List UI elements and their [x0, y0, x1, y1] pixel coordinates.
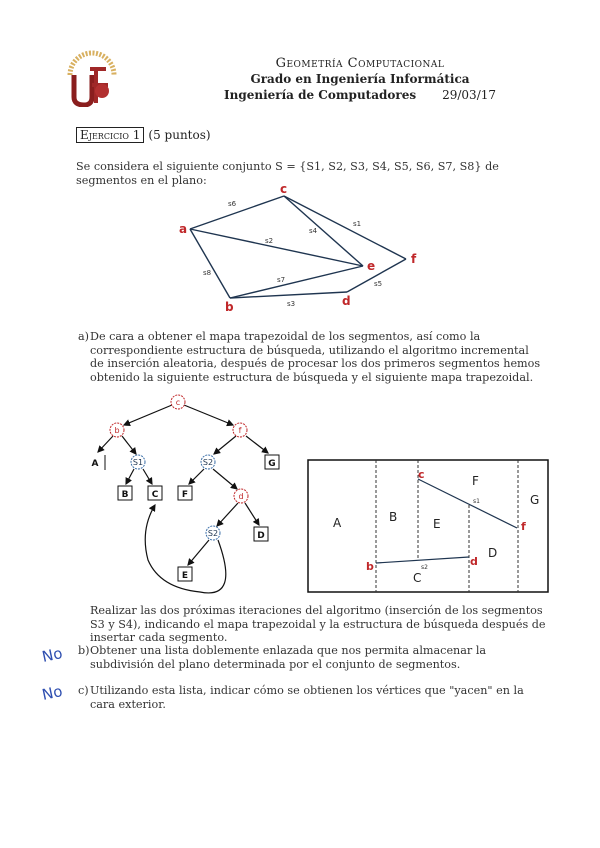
- exercise-label: Ejercicio 1: [76, 127, 144, 143]
- tree-leaf-G: G: [268, 459, 276, 469]
- edge-a-c: [190, 196, 284, 229]
- map-point-b: b: [366, 560, 374, 573]
- edge-a-e: [190, 229, 363, 266]
- tree-node-label: S1: [132, 458, 144, 467]
- tree-edge: [124, 405, 172, 425]
- tree-node-label: b: [114, 426, 120, 435]
- exercise-points: (5 puntos): [148, 128, 211, 142]
- handwritten-no-c: No: [40, 682, 65, 704]
- map-point-f: f: [521, 520, 526, 533]
- seg-label: s7: [277, 276, 286, 284]
- edge-a-b: [190, 229, 230, 298]
- vertex-d: d: [342, 294, 351, 308]
- part-label: a): [78, 330, 90, 343]
- map-point-d: d: [470, 555, 478, 568]
- tree-edge: [245, 503, 259, 525]
- exercise-intro: Se considera el siguiente conjunto S = {S1, S2, S3, S4, S5, S6, S7, S8} de segmentos en el plano:: [76, 160, 499, 187]
- region-D: D: [488, 546, 498, 560]
- tree-edge: [214, 436, 236, 454]
- tree-node-label: S2: [207, 529, 219, 538]
- tree-edge: [213, 469, 237, 489]
- edge-b-d: [230, 292, 347, 298]
- region-A: A: [333, 516, 342, 530]
- tree-node-label: S2: [202, 458, 214, 467]
- tree-edge: [126, 469, 134, 484]
- tree-leaf-B: B: [121, 490, 129, 500]
- region-G: G: [530, 493, 540, 507]
- segment-s2: [376, 557, 469, 563]
- handwritten-no-b: No: [40, 644, 65, 666]
- tree-edge: [184, 405, 233, 425]
- map-point-c: c: [418, 468, 425, 481]
- region-E: E: [433, 517, 441, 531]
- vertex-b: b: [225, 300, 234, 314]
- region-B: B: [389, 510, 398, 524]
- part-text: De cara a obtener el mapa trapezoidal de los segmentos, así como la correspondiente estructura de búsqueda, utilizando el algoritmo incremental de inserción aleatoria, después de procesar los dos primeros segmentos hemos obtenido la siguiente estructura de búsqueda y el siguiente mapa trapezoidal.: [90, 330, 541, 384]
- seg-label: s6: [228, 200, 237, 208]
- seg-label: s3: [287, 300, 296, 308]
- tree-edge: [246, 436, 268, 453]
- region-C: C: [413, 571, 422, 585]
- degree-title: Grado en Ingeniería Informática: [250, 72, 470, 86]
- tree-edge: [98, 436, 113, 452]
- seg-label: s8: [203, 269, 212, 277]
- tree-leaf-F: F: [181, 490, 189, 500]
- tree-leaf-A: A: [91, 459, 99, 469]
- part-b: [78, 644, 546, 671]
- course-title: Geometría Computacional: [275, 56, 445, 71]
- tree-edge: [189, 469, 204, 484]
- tree-edge: [122, 436, 136, 454]
- part-c: [78, 684, 546, 711]
- part-a: [78, 330, 546, 384]
- tree-leaf-C: C: [151, 490, 159, 500]
- tree-edge: [188, 540, 209, 565]
- tree-leaf-E: E: [181, 571, 189, 581]
- vertex-e: e: [367, 259, 376, 273]
- tree-edge: [217, 503, 238, 526]
- region-F: F: [472, 474, 479, 488]
- seg-label: s2: [265, 237, 274, 245]
- tree-node-label: f: [238, 426, 242, 435]
- vertex-a: a: [179, 222, 188, 236]
- exam-date: 29/03/17: [442, 88, 497, 102]
- vertex-c: c: [280, 182, 288, 196]
- tree-node-label: c: [175, 398, 181, 407]
- part-text: Realizar las dos próximas iteraciones del algoritmo (inserción de los segmentos S3 y S4), indicando el mapa trapezoidal y la estructura de búsqueda después de insertar cada segmento.: [90, 604, 546, 644]
- vertex-f: f: [411, 252, 417, 266]
- part-text: Obtener una lista doblemente enlazada que nos permita almacenar la subdivisión del plano determinada por el conjunto de segmentos.: [90, 644, 487, 671]
- seg-label: s5: [374, 280, 383, 288]
- part-label: c): [78, 684, 89, 697]
- seg-label: s1: [353, 220, 362, 228]
- part-a-task: [78, 604, 546, 645]
- tree-leaf-D: D: [257, 531, 265, 541]
- map-seg-s2: s2: [421, 564, 428, 571]
- tree-node-label: d: [238, 492, 244, 501]
- part-text: Utilizando esta lista, indicar cómo se obtienen los vértices que "yacen" en la cara exterior.: [90, 684, 524, 711]
- tree-edge: [143, 469, 152, 484]
- map-seg-s1: s1: [473, 498, 480, 505]
- part-label: b): [78, 644, 90, 657]
- seg-label: s4: [309, 227, 318, 235]
- track: Ingeniería de Computadores: [223, 88, 417, 102]
